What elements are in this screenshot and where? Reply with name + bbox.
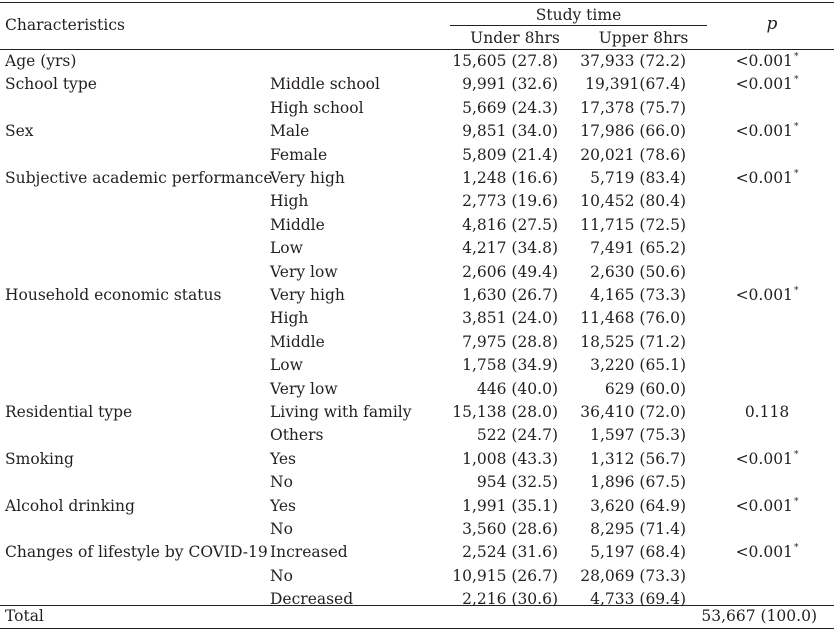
row-p-value <box>712 168 822 188</box>
significance-marker: * <box>793 497 799 507</box>
row-under-8hrs: 2,606 (49.4) <box>462 263 558 281</box>
study-time-rule <box>450 25 707 26</box>
header-under-8hrs: Under 8hrs <box>470 29 560 47</box>
row-upper-8hrs: 4,733 (69.4) <box>590 590 686 608</box>
row-category: Low <box>270 239 303 257</box>
row-upper-8hrs: 4,165 (73.3) <box>590 286 686 304</box>
row-p-value <box>712 402 822 422</box>
row-upper-8hrs: 629 (60.0) <box>604 380 686 398</box>
row-p-value <box>712 51 822 71</box>
row-under-8hrs: 4,217 (34.8) <box>462 239 558 257</box>
row-p-value <box>712 121 822 141</box>
row-under-8hrs: 1,991 (35.1) <box>462 497 558 515</box>
row-category: Decreased <box>270 590 354 608</box>
row-upper-8hrs: 7,491 (65.2) <box>590 239 686 257</box>
row-upper-8hrs: 36,410 (72.0) <box>580 403 686 421</box>
row-upper-8hrs: 1,312 (56.7) <box>590 450 686 468</box>
row-upper-8hrs: 17,378 (75.7) <box>580 99 686 117</box>
p-value-text: <0.001 <box>735 75 793 93</box>
row-category: Female <box>270 146 328 164</box>
row-under-8hrs: 2,773 (19.6) <box>462 192 558 210</box>
p-value-text: <0.001 <box>735 286 793 304</box>
row-characteristic: Alcohol drinking <box>5 497 135 515</box>
table-bottom-rule <box>0 628 834 629</box>
row-category: Middle <box>270 216 325 234</box>
header-p-value: p <box>766 14 778 34</box>
row-category: Male <box>270 122 310 140</box>
table-top-rule <box>0 2 834 3</box>
row-under-8hrs: 9,851 (34.0) <box>462 122 558 140</box>
significance-marker: * <box>793 543 799 553</box>
row-under-8hrs: 2,524 (31.6) <box>462 543 558 561</box>
row-upper-8hrs: 3,220 (65.1) <box>590 356 686 374</box>
row-upper-8hrs: 37,933 (72.2) <box>580 52 686 70</box>
row-characteristic: Household economic status <box>5 286 222 304</box>
p-value-text: <0.001 <box>735 497 793 515</box>
row-upper-8hrs: 2,630 (50.6) <box>590 263 686 281</box>
row-under-8hrs: 3,851 (24.0) <box>462 309 558 327</box>
row-upper-8hrs: 5,719 (83.4) <box>590 169 686 187</box>
row-upper-8hrs: 18,525 (71.2) <box>580 333 686 351</box>
row-under-8hrs: 446 (40.0) <box>476 380 558 398</box>
row-upper-8hrs: 1,896 (67.5) <box>590 473 686 491</box>
row-p-value <box>712 74 822 94</box>
significance-marker: * <box>793 286 799 296</box>
row-category: High <box>270 192 309 210</box>
row-characteristic: Subjective academic performance <box>5 169 273 187</box>
row-upper-8hrs: 28,069 (73.3) <box>580 567 686 585</box>
header-bottom-rule <box>0 49 834 50</box>
row-under-8hrs: 5,809 (21.4) <box>462 146 558 164</box>
header-study-time: Study time <box>535 6 622 24</box>
row-under-8hrs: 5,669 (24.3) <box>462 99 558 117</box>
p-value-text: <0.001 <box>735 52 793 70</box>
row-under-8hrs: 10,915 (26.7) <box>452 567 558 585</box>
row-category: Very high <box>270 169 345 187</box>
row-under-8hrs: 7,975 (28.8) <box>462 333 558 351</box>
row-p-value <box>712 449 822 469</box>
row-upper-8hrs: 1,597 (75.3) <box>590 426 686 444</box>
row-under-8hrs: 1,008 (43.3) <box>462 450 558 468</box>
row-characteristic: Smoking <box>5 450 74 468</box>
row-category: No <box>270 473 293 491</box>
row-category: Others <box>270 426 324 444</box>
row-category: Very high <box>270 286 345 304</box>
row-under-8hrs: 4,816 (27.5) <box>462 216 558 234</box>
row-category: High <box>270 309 309 327</box>
row-under-8hrs: 1,630 (26.7) <box>462 286 558 304</box>
row-under-8hrs: 2,216 (30.6) <box>462 590 558 608</box>
significance-marker: * <box>793 52 799 62</box>
p-value-text: <0.001 <box>735 169 793 187</box>
row-upper-8hrs: 19,391(67.4) <box>585 75 686 93</box>
row-upper-8hrs: 8,295 (71.4) <box>590 520 686 538</box>
row-characteristic: Changes of lifestyle by COVID-19 <box>5 543 268 561</box>
significance-marker: * <box>793 75 799 85</box>
p-value-text: <0.001 <box>735 122 793 140</box>
row-characteristic: Sex <box>5 122 34 140</box>
row-upper-8hrs: 20,021 (78.6) <box>580 146 686 164</box>
row-category: High school <box>270 99 364 117</box>
row-category: Very low <box>270 380 338 398</box>
row-category: No <box>270 520 293 538</box>
row-category: Low <box>270 356 303 374</box>
row-under-8hrs: 1,248 (16.6) <box>462 169 558 187</box>
p-value-text: <0.001 <box>735 450 793 468</box>
header-characteristics: Characteristics <box>5 16 125 34</box>
row-category: No <box>270 567 293 585</box>
row-category: Living with family <box>270 403 412 421</box>
row-upper-8hrs: 3,620 (64.9) <box>590 497 686 515</box>
header-upper-8hrs: Upper 8hrs <box>598 29 689 47</box>
row-characteristic: School type <box>5 75 97 93</box>
row-p-value <box>712 285 822 305</box>
row-category: Middle <box>270 333 325 351</box>
row-under-8hrs: 522 (24.7) <box>476 426 558 444</box>
row-under-8hrs: 1,758 (34.9) <box>462 356 558 374</box>
row-category: Very low <box>270 263 338 281</box>
total-value: 53,667 (100.0) <box>701 607 817 625</box>
row-under-8hrs: 9,991 (32.6) <box>462 75 558 93</box>
row-under-8hrs: 15,138 (28.0) <box>452 403 558 421</box>
significance-marker: * <box>793 450 799 460</box>
row-upper-8hrs: 17,986 (66.0) <box>580 122 686 140</box>
row-p-value <box>712 542 822 562</box>
row-category: Yes <box>270 450 297 468</box>
row-upper-8hrs: 5,197 (68.4) <box>590 543 686 561</box>
total-label: Total <box>5 607 44 625</box>
row-characteristic: Residential type <box>5 403 133 421</box>
row-p-value <box>712 496 822 516</box>
row-category: Yes <box>270 497 297 515</box>
row-under-8hrs: 954 (32.5) <box>476 473 558 491</box>
p-value-text: <0.001 <box>735 543 793 561</box>
significance-marker: * <box>793 169 799 179</box>
row-upper-8hrs: 10,452 (80.4) <box>580 192 686 210</box>
row-upper-8hrs: 11,468 (76.0) <box>580 309 686 327</box>
row-category: Increased <box>270 543 348 561</box>
row-under-8hrs: 3,560 (28.6) <box>462 520 558 538</box>
row-upper-8hrs: 11,715 (72.5) <box>580 216 686 234</box>
significance-marker: * <box>793 122 799 132</box>
p-value-text: 0.118 <box>744 403 790 421</box>
row-characteristic: Age (yrs) <box>5 52 77 70</box>
row-category: Middle school <box>270 75 380 93</box>
row-under-8hrs: 15,605 (27.8) <box>452 52 558 70</box>
